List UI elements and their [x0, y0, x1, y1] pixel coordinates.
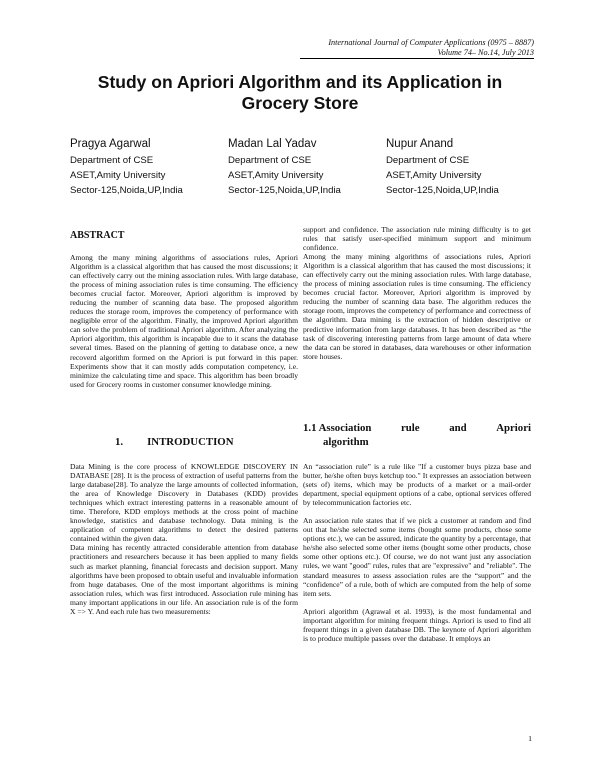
section-1-1-heading: 1.1 Association rule and Apriori algorithm [303, 422, 531, 448]
intro-body [70, 462, 298, 616]
right-column-top [303, 225, 531, 361]
journal-header [328, 38, 534, 58]
author-dept: Department of CSE [70, 155, 154, 166]
author-name: Pragya Agarwal [70, 138, 151, 150]
author-2 [228, 137, 388, 198]
author-dept: Department of CSE [228, 155, 312, 166]
intro-paragraph-1: Data Mining is the core process of KNOWLEDGE DISCOVERY IN DATABASE [28]. It is the process of extraction of useful patterns from the large database[28]. To analyze the large amounts of collected information, the area of Knowledge Discovery in Databases (KDD) provides techniques which extract interesting patterns in a reasonable amount of time. Therefore, KDD employs methods at the cross point of machine knowledge, statistics and database technology. Data mining is the application of competent algorithms to detect the desired patterns contained within the given data. [70, 462, 298, 544]
right-paragraph-5: Apriori algorithm (Agrawal et al. 1993), is the most fundamental and important algorithm for mining frequent things. Apriori is used to find all frequent things in a given database DB. The keynote of Apriori algorithm is to produce multiple passes over the database. It employs an [303, 606, 531, 643]
author-dept: Department of CSE [386, 155, 470, 166]
abstract-heading: ABSTRACT [70, 230, 125, 241]
right-paragraph-3: An “association rule” is a rule like "If a customer buys pizza base and butter, he/she often buys ketchup too." It expresses an association between (sets of) items, which may be products of a market or a mail-order department, special equipment options of a cabe, optional services offered by telecommunication factories etc. [303, 462, 531, 508]
journal-name: International Journal of Computer Applications (0975 – 8887) [328, 38, 534, 47]
header-rule [300, 58, 534, 59]
right-paragraph-1: support and confidence. The association rule mining difficulty is to get rules that satisfy user-specified minimum support and minimum confidence. [303, 225, 531, 253]
author-org: ASET,Amity University [228, 170, 324, 181]
intro-heading [115, 436, 234, 448]
author-addr: Sector-125,Noida,UP,India [228, 185, 341, 196]
author-addr: Sector-125,Noida,UP,India [386, 185, 499, 196]
page-number: 1 [528, 734, 532, 743]
abstract-body [70, 253, 298, 389]
right-paragraph-2: Among the many mining algorithms of associations rules, Apriori Algorithm is a classical algorithm that has caused the most discussions; it can effectively carry out the mining association rules. With large database, the process of mining association rules is time consuming. The efficiency becomes crucial factor. Moreover, Apriori algorithm is improved by reducing the number of scanning data base. The algorithm reduces the storage room, improves the competency of performance and correctness of the algorithm. Data mining is the extraction of hidden descriptive or predictive information from large databases. It has been described as “the task of discovering interesting patterns from large amount of data where the data can be stored in databases, data warehouses or other information store houses. [303, 252, 531, 361]
abstract-text: Among the many mining algorithms of associations rules, Apriori Algorithm is a classical algorithm that has caused the most discussions; it can effectively carry out the mining association rules. With large database, the process of mining association rules is time consuming. The efficiency becomes crucial factor. Moreover, Apriori algorithm is improved by reducing the number of scanning data base. The proposed algorithm reduces the storage room, improves the competency of performance with negligible error of the algorithm. Finally, the improved Apriori algorithm can solve the problem of traditional Apriori algorithm. After analyzing the Apriori algorithm, this algorithm is incapable due to it scans the database several times. Based on the planning of getting to database once, a new recoverd algorithm formed on the Apriori is put forward in this paper. Experiments show that it can mostly adds computation competency, i.e. minimize the calculating time and space. This algorithm has been broadly used for Grocery rooms in customer consumer knowledge mining. [70, 253, 298, 389]
author-3 [386, 137, 546, 198]
journal-volume: Volume 74– No.14, July 2013 [437, 48, 534, 57]
intro-number: 1. [115, 436, 124, 448]
author-1 [70, 137, 230, 198]
right-paragraph-4: An association rule states that if we pick a customer at random and find out that he/she selected some items (bought some products, chose some options etc.), we can be assured, indicate the quantity by a percentage, that he/she also selected some other items (bought some other products, chose some other options etc.). Of course, we do not want just any association rules, we want "good" rules, rules that are "expressive" and "reliable". The standard measures to assess association rules are the “support” and the “confidence” of a rule, both of which are computed from the help of some item sets. [303, 516, 531, 598]
author-org: ASET,Amity University [386, 170, 482, 181]
intro-title: INTRODUCTION [147, 436, 234, 448]
author-name: Madan Lal Yadav [228, 138, 317, 150]
intro-paragraph-2: Data mining has recently attracted considerable attention from database practitioners and researchers because it has been applied to many fields such as market planning, financial forecasts and decision support. Many algorithms have been proposed to obtain useful and invaluable information from huge databases. One of the most important algorithms is mining association rules, which was first introduced. Association rule mining has many important applications in our life. An association rule is of the form X => Y. And each rule has two measurements: [70, 543, 298, 616]
author-org: ASET,Amity University [70, 170, 166, 181]
author-addr: Sector-125,Noida,UP,India [70, 185, 183, 196]
author-name: Nupur Anand [386, 138, 454, 150]
paper-title: Study on Apriori Algorithm and its Application in Grocery Store [97, 72, 503, 113]
section-number: 1.1 [303, 422, 317, 434]
right-column-bottom [303, 462, 531, 643]
